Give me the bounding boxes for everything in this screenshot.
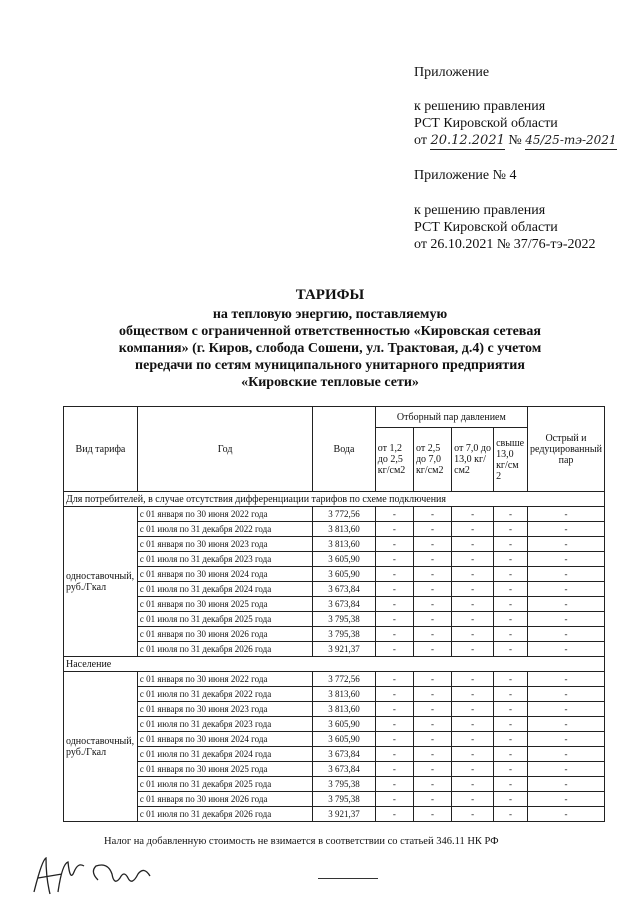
dash-cell: - <box>527 702 604 717</box>
title-line-5: «Кировские тепловые сети» <box>241 375 419 390</box>
section-header-row <box>64 657 605 672</box>
table-row <box>64 597 605 612</box>
water-value-cell: 3 673,84 <box>313 762 376 777</box>
dash-cell: - <box>452 597 494 612</box>
appendix-label: Приложение <box>414 65 490 80</box>
period-cell: с 01 июля по 31 декабря 2024 года <box>137 582 312 597</box>
appendix4-label: Приложение № 4 <box>414 168 517 183</box>
date-line-2: от 26.10.2021 № 37/76-тэ-2022 <box>414 237 596 252</box>
dash-cell: - <box>527 732 604 747</box>
period-cell: с 01 января по 30 июня 2022 года <box>137 507 312 522</box>
dash-cell: - <box>527 582 604 597</box>
dash-cell: - <box>452 792 494 807</box>
dash-cell: - <box>452 627 494 642</box>
handwritten-number: 45/25-тэ-2021 <box>525 132 617 150</box>
period-cell: с 01 июля по 31 декабря 2022 года <box>137 522 312 537</box>
dash-cell: - <box>527 777 604 792</box>
tariff-table <box>63 406 605 822</box>
dash-cell: - <box>452 507 494 522</box>
table-row <box>64 642 605 657</box>
dash-cell: - <box>375 777 413 792</box>
dash-cell: - <box>494 747 528 762</box>
period-cell: с 01 января по 30 июня 2024 года <box>137 567 312 582</box>
dash-cell: - <box>452 747 494 762</box>
table-row <box>64 792 605 807</box>
header-p1: от 1,2 до 2,5 кг/см2 <box>375 428 413 492</box>
dash-cell: - <box>494 732 528 747</box>
dash-cell: - <box>494 642 528 657</box>
dash-cell: - <box>452 612 494 627</box>
water-value-cell: 3 795,38 <box>313 627 376 642</box>
dash-cell: - <box>413 507 451 522</box>
dash-cell: - <box>413 717 451 732</box>
section-header-row <box>64 492 605 507</box>
tariff-type-cell: одноставочный, руб./Гкал <box>64 507 138 657</box>
doc-title: ТАРИФЫ <box>295 287 365 303</box>
dash-cell: - <box>413 777 451 792</box>
title-line-1: на тепловую энергию, поставляемую <box>212 307 448 322</box>
handwritten-date: 20.12.2021 <box>430 133 505 148</box>
header-p4: свыше 13,0 кг/см 2 <box>494 428 528 492</box>
number-sign: № <box>508 133 522 148</box>
dash-cell: - <box>452 522 494 537</box>
dash-cell: - <box>527 552 604 567</box>
period-cell: с 01 июля по 31 декабря 2026 года <box>137 642 312 657</box>
table-row <box>64 552 605 567</box>
decision-label-2: к решению правления <box>414 203 546 218</box>
water-value-cell: 3 795,38 <box>313 777 376 792</box>
period-cell: с 01 января по 30 июня 2023 года <box>137 702 312 717</box>
dash-cell: - <box>375 537 413 552</box>
water-value-cell: 3 795,38 <box>313 612 376 627</box>
dash-cell: - <box>527 537 604 552</box>
dash-cell: - <box>375 567 413 582</box>
water-value-cell: 3 673,84 <box>313 597 376 612</box>
period-cell: с 01 января по 30 июня 2025 года <box>137 762 312 777</box>
water-value-cell: 3 813,60 <box>313 702 376 717</box>
dash-cell: - <box>375 597 413 612</box>
dash-cell: - <box>452 732 494 747</box>
dash-cell: - <box>494 702 528 717</box>
dash-cell: - <box>452 537 494 552</box>
dash-cell: - <box>413 567 451 582</box>
dash-cell: - <box>527 597 604 612</box>
section-title: Для потребителей, в случае отсутствия дифференциации тарифов по схеме подключения <box>64 492 605 507</box>
period-cell: с 01 января по 30 июня 2026 года <box>137 792 312 807</box>
dash-cell: - <box>452 687 494 702</box>
dash-cell: - <box>494 522 528 537</box>
dash-cell: - <box>413 702 451 717</box>
dash-cell: - <box>375 507 413 522</box>
period-cell: с 01 июля по 31 декабря 2026 года <box>137 807 312 822</box>
header-row-1 <box>64 407 605 428</box>
dash-cell: - <box>375 642 413 657</box>
dash-cell: - <box>494 567 528 582</box>
period-cell: с 01 июля по 31 декабря 2023 года <box>137 717 312 732</box>
water-value-cell: 3 813,60 <box>313 537 376 552</box>
water-value-cell: 3 813,60 <box>313 687 376 702</box>
dash-cell: - <box>494 717 528 732</box>
header-year: Год <box>137 407 312 492</box>
dash-cell: - <box>375 612 413 627</box>
decision-ref-line <box>414 132 617 150</box>
dash-cell: - <box>494 537 528 552</box>
dash-cell: - <box>452 567 494 582</box>
water-value-cell: 3 921,37 <box>313 807 376 822</box>
dash-cell: - <box>527 567 604 582</box>
dash-cell: - <box>527 627 604 642</box>
table-row <box>64 522 605 537</box>
water-value-cell: 3 605,90 <box>313 552 376 567</box>
signature-mark <box>28 852 158 900</box>
dash-cell: - <box>494 612 528 627</box>
table-row <box>64 702 605 717</box>
dash-cell: - <box>452 762 494 777</box>
water-value-cell: 3 605,90 <box>313 567 376 582</box>
dash-cell: - <box>375 627 413 642</box>
period-cell: с 01 января по 30 июня 2022 года <box>137 672 312 687</box>
period-cell: с 01 июля по 31 декабря 2025 года <box>137 777 312 792</box>
dash-cell: - <box>494 687 528 702</box>
period-cell: с 01 января по 30 июня 2025 года <box>137 597 312 612</box>
title-line-4: передачи по сетям муниципального унитарного предприятия <box>135 358 525 373</box>
dash-cell: - <box>452 702 494 717</box>
table-row <box>64 807 605 822</box>
dash-cell: - <box>452 807 494 822</box>
water-value-cell: 3 921,37 <box>313 642 376 657</box>
dash-cell: - <box>452 552 494 567</box>
title-line-3: компания» (г. Киров, слобода Сошени, ул. Трактовая, д.4) с учетом <box>118 341 542 356</box>
dash-cell: - <box>527 762 604 777</box>
dash-cell: - <box>527 807 604 822</box>
rst-label-2: РСТ Кировской области <box>414 220 558 235</box>
dash-cell: - <box>527 612 604 627</box>
period-cell: с 01 июля по 31 декабря 2022 года <box>137 687 312 702</box>
dash-cell: - <box>527 507 604 522</box>
header-p2: от 2,5 до 7,0 кг/см2 <box>413 428 451 492</box>
header-sharp-steam: Острый и редуцированный пар <box>527 407 604 492</box>
dash-cell: - <box>452 717 494 732</box>
decision-label: к решению правления <box>414 99 546 114</box>
dash-cell: - <box>375 747 413 762</box>
dash-cell: - <box>452 777 494 792</box>
dash-cell: - <box>494 792 528 807</box>
dash-cell: - <box>494 762 528 777</box>
water-value-cell: 3 772,56 <box>313 672 376 687</box>
dash-cell: - <box>375 792 413 807</box>
dash-cell: - <box>375 807 413 822</box>
dash-cell: - <box>527 687 604 702</box>
header-tariff-type: Вид тарифа <box>64 407 138 492</box>
dash-cell: - <box>413 552 451 567</box>
dash-cell: - <box>413 687 451 702</box>
table-row <box>64 627 605 642</box>
table-row <box>64 507 605 522</box>
table-row <box>64 717 605 732</box>
header-steam-group: Отборный пар давлением <box>375 407 527 428</box>
dash-cell: - <box>494 627 528 642</box>
period-cell: с 01 июля по 31 декабря 2023 года <box>137 552 312 567</box>
dash-cell: - <box>527 747 604 762</box>
table-row <box>64 747 605 762</box>
dash-cell: - <box>527 672 604 687</box>
table-row <box>64 582 605 597</box>
dash-cell: - <box>452 642 494 657</box>
dash-cell: - <box>494 672 528 687</box>
dash-cell: - <box>375 687 413 702</box>
section-title: Население <box>64 657 605 672</box>
title-line-2: обществом с ограниченной ответственностью «Кировская сетевая <box>119 324 541 339</box>
dash-cell: - <box>494 777 528 792</box>
header-water: Вода <box>313 407 376 492</box>
water-value-cell: 3 673,84 <box>313 582 376 597</box>
dash-cell: - <box>494 552 528 567</box>
dash-cell: - <box>413 537 451 552</box>
table-row <box>64 567 605 582</box>
dash-cell: - <box>527 717 604 732</box>
water-value-cell: 3 813,60 <box>313 522 376 537</box>
dash-cell: - <box>413 612 451 627</box>
dash-cell: - <box>527 642 604 657</box>
dash-cell: - <box>494 807 528 822</box>
dash-cell: - <box>494 582 528 597</box>
dash-cell: - <box>413 642 451 657</box>
water-value-cell: 3 605,90 <box>313 732 376 747</box>
dash-cell: - <box>527 792 604 807</box>
dash-cell: - <box>375 672 413 687</box>
vat-footnote: Налог на добавленную стоимость не взимается в соответствии со статьей 346.11 НК РФ <box>104 836 499 847</box>
table-row <box>64 687 605 702</box>
period-cell: с 01 января по 30 июня 2026 года <box>137 627 312 642</box>
signature-line <box>318 878 378 879</box>
table-row <box>64 732 605 747</box>
table-row <box>64 762 605 777</box>
dash-cell: - <box>413 747 451 762</box>
water-value-cell: 3 605,90 <box>313 717 376 732</box>
period-cell: с 01 июля по 31 декабря 2025 года <box>137 612 312 627</box>
dash-cell: - <box>375 702 413 717</box>
dash-cell: - <box>413 762 451 777</box>
water-value-cell: 3 772,56 <box>313 507 376 522</box>
ot-label: от <box>414 133 427 148</box>
dash-cell: - <box>375 522 413 537</box>
period-cell: с 01 января по 30 июня 2023 года <box>137 537 312 552</box>
dash-cell: - <box>413 792 451 807</box>
water-value-cell: 3 795,38 <box>313 792 376 807</box>
dash-cell: - <box>413 732 451 747</box>
water-value-cell: 3 673,84 <box>313 747 376 762</box>
header-p3: от 7,0 до 13,0 кг/см2 <box>452 428 494 492</box>
dash-cell: - <box>452 582 494 597</box>
dash-cell: - <box>413 627 451 642</box>
dash-cell: - <box>375 717 413 732</box>
dash-cell: - <box>375 582 413 597</box>
dash-cell: - <box>527 522 604 537</box>
dash-cell: - <box>413 522 451 537</box>
table-row <box>64 612 605 627</box>
dash-cell: - <box>494 597 528 612</box>
dash-cell: - <box>413 807 451 822</box>
dash-cell: - <box>413 672 451 687</box>
dash-cell: - <box>375 552 413 567</box>
table-body <box>64 492 605 822</box>
dash-cell: - <box>413 582 451 597</box>
dash-cell: - <box>413 597 451 612</box>
table-row <box>64 777 605 792</box>
dash-cell: - <box>375 762 413 777</box>
period-cell: с 01 июля по 31 декабря 2024 года <box>137 747 312 762</box>
rst-label: РСТ Кировской области <box>414 116 558 131</box>
period-cell: с 01 января по 30 июня 2024 года <box>137 732 312 747</box>
table-row <box>64 672 605 687</box>
dash-cell: - <box>494 507 528 522</box>
dash-cell: - <box>452 672 494 687</box>
table-row <box>64 537 605 552</box>
tariff-type-cell: одноставочный, руб./Гкал <box>64 672 138 822</box>
dash-cell: - <box>375 732 413 747</box>
